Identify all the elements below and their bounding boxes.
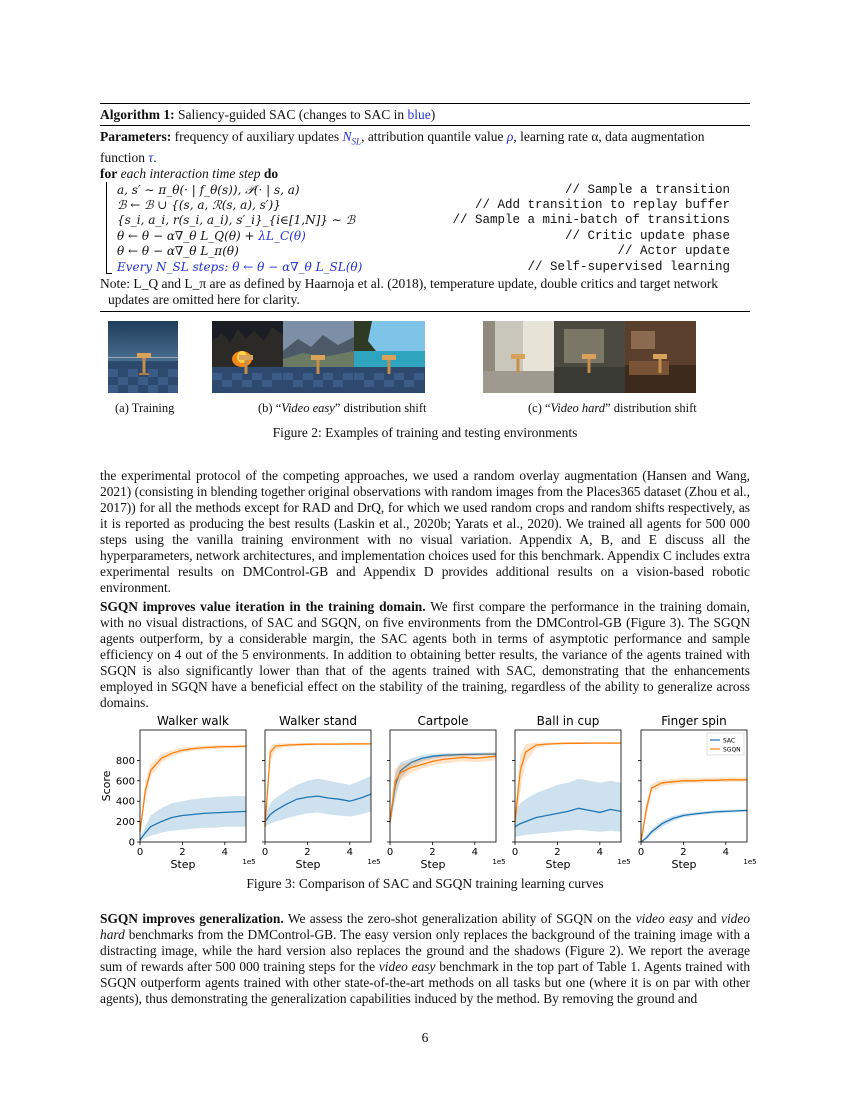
y-axis-label: Score xyxy=(100,770,113,802)
param-nsl xyxy=(342,129,362,147)
note-line-1: Note: L_Q and L_π are as defined by Haarnoja et al. (2018), temperature update, double critics and target network xyxy=(100,276,718,292)
paragraph-italic: video hard xyxy=(100,911,751,942)
algorithm-line xyxy=(117,212,750,227)
algorithm-line xyxy=(117,197,750,212)
y-tick-label: 400 xyxy=(115,796,135,808)
chart-title: Walker walk xyxy=(157,714,229,728)
algorithm-line xyxy=(117,259,750,274)
line-code-blue: λL_C(θ) xyxy=(258,228,306,243)
y-tick-label: 600 xyxy=(115,776,135,788)
note-line-2: updates are omitted here for clarity. xyxy=(108,292,300,308)
y-tick-label: 0 xyxy=(128,837,135,849)
training-env-image xyxy=(108,321,178,393)
x-axis-label: Step xyxy=(671,858,697,871)
chart-title: Ball in cup xyxy=(536,714,600,728)
video-hard-image-1 xyxy=(483,321,554,393)
line-code: θ ← θ − α∇_θ L_π(θ) xyxy=(117,244,239,259)
x-axis-label: Step xyxy=(170,858,196,871)
x-multiplier: 1e5 xyxy=(242,858,256,866)
caption-c-post: ” distribution shift xyxy=(605,401,697,415)
chart-title: Walker stand xyxy=(279,714,357,728)
line-code-blue: Every N_SL steps: θ ← θ − α∇_θ L_SL(θ) xyxy=(117,259,363,274)
algorithm-bottom-rule xyxy=(100,311,750,312)
for-condition: each interaction time step xyxy=(117,165,264,181)
legend-label: SGQN xyxy=(723,746,741,754)
line-code: θ ← θ − α∇_θ L_Q(θ) + xyxy=(117,228,259,243)
algorithm-title xyxy=(100,104,750,125)
param-nsl-sub: SL xyxy=(351,136,362,147)
x-axis-label: Step xyxy=(295,858,321,871)
line-code: {s_i, a_i, r(s_i, a_i), s′_i}_{i∈[1,N]} ∼ ℬ xyxy=(117,213,356,228)
x-multiplier: 1e5 xyxy=(743,858,757,866)
algorithm-note xyxy=(100,276,750,311)
x-multiplier: 1e5 xyxy=(367,858,381,866)
x-tick-label: 4 xyxy=(221,847,228,858)
caption-video-easy xyxy=(258,401,427,416)
algorithm-title-end: ) xyxy=(430,107,436,122)
do-keyword: do xyxy=(263,165,279,181)
for-loop-body xyxy=(106,182,750,274)
params-text: , attribution quantile value xyxy=(361,129,507,144)
paragraph-body: benchmark in the top part of Table 1. Agents trained with SGQN outperform agents trained with other state-of-the-art methods on all tasks but one (where it is on par with other agents), thus demonstrating the generalization capabilities induced by the method. By removing the ground and xyxy=(100,959,751,1006)
x-tick-label: 4 xyxy=(722,847,729,858)
line-code: a, s′ ∼ π_θ(· | f_θ(s)), 𝒫(· | s, a) xyxy=(117,182,300,197)
paragraph-body: We assess the zero-shot generalization ability of SGQN on the xyxy=(283,911,636,926)
line-comment: // Sample a mini-batch of transitions xyxy=(452,213,730,228)
line-comment: // Sample a transition xyxy=(564,182,730,197)
algorithm-title-text: Saliency-guided SAC (changes to SAC in xyxy=(174,107,408,122)
caption-c-pre: (c) “ xyxy=(528,401,551,415)
paragraph-heading: SGQN improves value iteration in the training domain. xyxy=(100,599,426,614)
paragraph-training-domain xyxy=(100,599,750,711)
paragraph-protocol: the experimental protocol of the competing approaches, we used a random overlay augmentation (Hansen and Wang, 2021) (consisting in blending together original observations with random images from the Places365 dataset (Zhou et al., 2017)) for all the methods except for RAD and DrQ, for which we used random crops and random shifts respectively, as it is reported as producing the best results (Laskin et al., 2020b; Yarats et al., 2020). We trained all agents for 500 000 steps using the vanilla training environment with no visual variation. Appendix A, B, and E discuss all the hyperparameters, network architectures, and implementation choices used for this benchmark. Appendix C includes extra experimental results on DMControl-GB and Appendix D provides additional results on a vision-based robotic environment. xyxy=(100,468,750,595)
page-number: 6 xyxy=(421,1030,429,1045)
video-easy-image-1 xyxy=(212,321,283,393)
caption-b-italic: Video easy xyxy=(281,401,335,415)
x-axis-label: Step xyxy=(545,858,571,871)
x-tick-label: 2 xyxy=(304,847,311,858)
parameters-label: Parameters: xyxy=(100,129,172,144)
algorithm-box xyxy=(100,103,750,312)
x-tick-label: 0 xyxy=(511,847,519,858)
x-tick-label: 2 xyxy=(554,847,561,858)
video-hard-image-3 xyxy=(625,321,696,393)
algorithm-title-blue: blue xyxy=(407,107,431,122)
legend-label: SAC xyxy=(723,737,736,745)
param-rho: ρ xyxy=(506,129,514,144)
y-tick-label: 200 xyxy=(115,817,135,829)
x-tick-label: 0 xyxy=(261,847,269,858)
for-loop-header xyxy=(100,166,750,182)
x-tick-label: 2 xyxy=(680,847,687,858)
param-nsl-n: N xyxy=(342,129,352,144)
x-tick-label: 2 xyxy=(179,847,186,858)
line-comment: // Self-supervised learning xyxy=(527,259,730,274)
x-tick-label: 2 xyxy=(429,847,436,858)
params-text: function xyxy=(100,149,149,165)
paragraph-generalization xyxy=(100,911,750,1007)
params-text: , learning rate α, data augmentation xyxy=(513,129,705,144)
paragraph-heading: SGQN improves generalization. xyxy=(100,911,284,926)
paragraph-italic: video easy xyxy=(635,911,693,926)
caption-video-hard xyxy=(528,401,697,416)
x-tick-label: 0 xyxy=(637,847,645,858)
paragraph-italic: video easy xyxy=(378,959,436,974)
paragraph-body: benchmarks from the DMControl-GB. The easy version only replaces the background of the training image with a distracting image, while the hard version also replaces the ground and the shadows (Figure 2). We report the average sum of rewards after 500 000 training steps for the xyxy=(100,927,750,974)
line-comment: // Critic update phase xyxy=(564,228,730,243)
x-tick-label: 4 xyxy=(471,847,478,858)
x-tick-label: 0 xyxy=(136,847,144,858)
chart-title: Cartpole xyxy=(417,714,469,728)
x-axis-label: Step xyxy=(420,858,446,871)
paragraph-body: and xyxy=(692,911,722,926)
x-multiplier: 1e5 xyxy=(617,858,631,866)
line-comment: // Actor update xyxy=(617,244,730,259)
params-text: . xyxy=(153,149,157,165)
video-hard-image-2 xyxy=(554,321,625,393)
paragraph-body: We first compare the performance in the training domain, with no visual distractions, of SAC and SGQN, on five environments from the DMControl-GB (Figure 3). The SGQN agents outperform, by a considerable margin, the SAC agents both in terms of asymptotic performance and sample efficiency on 4 out of the 5 environments. In addition to obtaining better results, the variance of the agents trained with SGQN is also significantly lower than that of the agents trained with SAC, demonstrating that the enhancements employed in SGQN have a beneficial effect on the stability of the training, regardless of the ability to generalize across domains. xyxy=(100,599,750,710)
caption-training: (a) Training xyxy=(115,401,175,415)
algorithm-line xyxy=(117,182,750,197)
params-text: frequency of auxiliary updates xyxy=(171,129,343,144)
chart-finger-spin xyxy=(601,712,767,889)
param-tau: τ xyxy=(148,149,154,165)
algorithm-line xyxy=(117,228,750,243)
algorithm-line xyxy=(117,243,750,258)
line-comment: // Add transition to replay buffer xyxy=(474,198,730,213)
video-easy-image-3 xyxy=(354,321,425,393)
chart-title: Finger spin xyxy=(661,714,727,728)
line-code: ℬ ← ℬ ∪ {(s, a, ℛ(s, a), s′)} xyxy=(117,198,281,213)
x-multiplier: 1e5 xyxy=(492,858,506,866)
algorithm-parameters xyxy=(100,129,750,166)
chart-legend xyxy=(707,733,744,755)
video-easy-image-2 xyxy=(283,321,354,393)
for-keyword: for xyxy=(100,165,118,181)
series-band-sgqn xyxy=(641,778,747,843)
figure-2-caption: Figure 2: Examples of training and testing environments xyxy=(272,425,578,440)
figure-3-caption: Figure 3: Comparison of SAC and SGQN training learning curves xyxy=(246,876,604,891)
x-tick-label: 0 xyxy=(386,847,394,858)
caption-c-italic: Video hard xyxy=(550,401,606,415)
caption-b-post: ” distribution shift xyxy=(334,401,427,415)
algorithm-label: Algorithm 1: xyxy=(100,107,175,122)
x-tick-label: 4 xyxy=(596,847,603,858)
x-tick-label: 4 xyxy=(346,847,353,858)
y-tick-label: 800 xyxy=(115,755,135,767)
caption-b-pre: (b) “ xyxy=(258,401,282,415)
